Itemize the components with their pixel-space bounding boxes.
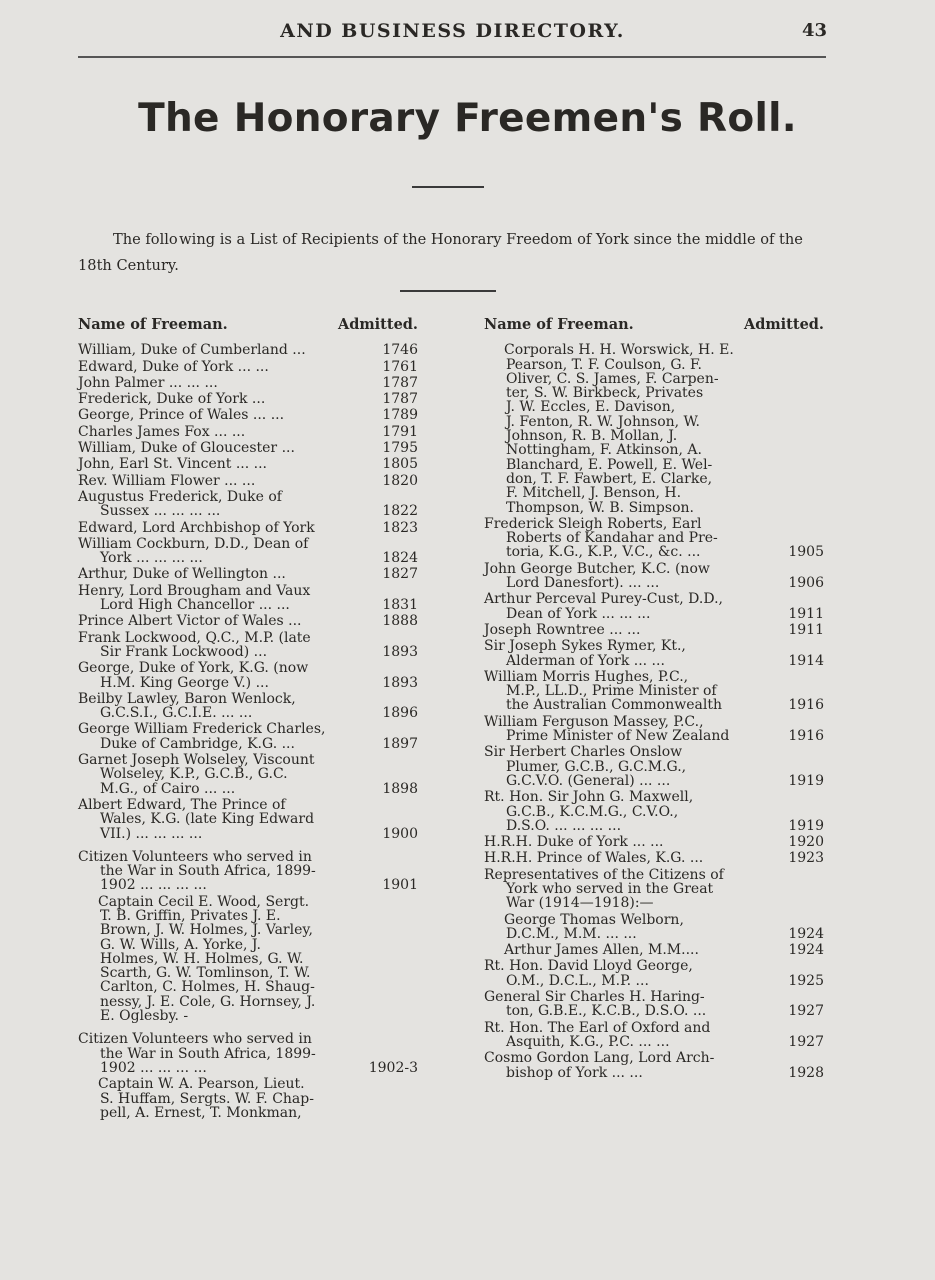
admitted-year: 1919 — [788, 817, 824, 834]
freeman-entry — [78, 895, 418, 1024]
freeman-name — [78, 661, 360, 690]
freeman-entry — [484, 715, 824, 744]
freeman-name-line: H.M. King George V.) ... — [100, 674, 269, 691]
freeman-name-line: Plumer, G.C.B., G.C.M.G., — [506, 758, 687, 775]
right-entries — [484, 343, 824, 1080]
freeman-name-line: Representatives of the Citizens of — [484, 866, 724, 883]
admitted-year: 1927 — [788, 1033, 824, 1050]
freeman-name-line: Sir Joseph Sykes Rymer, Kt., — [484, 638, 686, 655]
page-number: 43 — [801, 20, 827, 41]
freeman-name-line: D.S.O. ... ... ... ... — [506, 817, 622, 834]
freeman-name — [78, 392, 360, 406]
admitted-year: 1795 — [382, 440, 418, 457]
freeman-entry — [484, 835, 824, 849]
freeman-name-line: Corporals H. H. Worswick, H. E. — [504, 342, 734, 359]
freeman-name-line: Roberts of Kandahar and Pre- — [506, 530, 718, 547]
admitted-year: 1824 — [382, 550, 418, 567]
admitted-year: 1911 — [788, 621, 824, 638]
admitted-year: 1925 — [788, 972, 824, 989]
freeman-name-line: William, Duke of Gloucester ... — [78, 440, 295, 457]
freeman-entry — [78, 425, 418, 439]
freeman-name — [78, 614, 360, 628]
freeman-entry — [484, 343, 824, 515]
freeman-name-line: Lord High Chancellor ... ... — [100, 597, 290, 614]
freeman-name-line: the Australian Commonwealth — [506, 697, 722, 714]
freeman-name-line: Asquith, K.G., P.C. ... ... — [506, 1033, 670, 1050]
freeman-entry — [484, 562, 824, 591]
title-rule — [412, 186, 484, 188]
freeman-name — [78, 343, 360, 357]
freeman-name-line: Citizen Volunteers who served in — [78, 848, 312, 865]
freeman-name-line: J. W. Eccles, E. Davison, — [506, 399, 676, 416]
admitted-year: 1893 — [382, 643, 418, 660]
freeman-entry — [78, 474, 418, 488]
freeman-name-line: the War in South Africa, 1899- — [100, 1045, 316, 1062]
admitted-year: 1920 — [788, 834, 824, 851]
freeman-entry — [78, 850, 418, 893]
freeman-name — [78, 798, 360, 841]
freeman-name-line: York ... ... ... ... — [100, 550, 203, 567]
admitted-header: Admitted. — [337, 316, 418, 333]
freeman-name-line: E. Oglesby. - — [100, 1008, 189, 1025]
admitted-year: 1787 — [382, 374, 418, 391]
freeman-entry — [78, 441, 418, 455]
freeman-name-line: D.C.M., M.M. ... ... — [506, 925, 637, 942]
freeman-name-line: Pearson, T. F. Coulson, G. F. — [506, 356, 702, 373]
freeman-name-line: Captain Cecil E. Wood, Sergt. — [98, 893, 310, 910]
freeman-name — [78, 490, 360, 519]
admitted-year: 1927 — [788, 1003, 824, 1020]
freeman-entry — [78, 408, 418, 422]
header-rule — [78, 56, 826, 58]
freeman-name — [78, 425, 360, 439]
freeman-name-line: pell, A. Ernest, T. Monkman, — [100, 1104, 302, 1121]
freeman-name-line: J. Fenton, R. W. Johnson, W. — [506, 413, 700, 430]
freeman-name-line: George, Duke of York, K.G. (now — [78, 660, 309, 677]
freeman-name-line: William Morris Hughes, P.C., — [484, 668, 689, 685]
freeman-entry — [484, 913, 824, 942]
freeman-entry — [484, 1051, 824, 1080]
freeman-name — [484, 715, 766, 744]
freeman-name-line: Duke of Cambridge, K.G. ... — [100, 735, 295, 752]
freeman-name-line: G.C.B., K.C.M.G., C.V.O., — [506, 803, 679, 820]
freeman-entry — [484, 745, 824, 788]
freeman-entry — [78, 584, 418, 613]
freeman-name — [484, 1021, 766, 1050]
freeman-name-line: Edward, Duke of York ... ... — [78, 358, 269, 375]
freeman-name-line: York who served in the Great — [506, 880, 714, 897]
right-column-header — [484, 318, 824, 332]
freeman-entry — [78, 376, 418, 390]
admitted-year: 1831 — [382, 597, 418, 614]
freeman-name — [78, 631, 360, 660]
freeman-name-line: H.R.H. Duke of York ... ... — [484, 834, 664, 851]
freeman-name — [484, 745, 766, 788]
page-title: The Honorary Freemen's Roll. — [138, 96, 797, 141]
freeman-entry — [78, 521, 418, 535]
freeman-entry — [78, 798, 418, 841]
admitted-year: 1900 — [382, 825, 418, 842]
freeman-name-line: Rt. Hon. David Lloyd George, — [484, 958, 693, 975]
freeman-name — [78, 722, 360, 751]
freeman-name — [78, 474, 360, 488]
freeman-name-line: Prime Minister of New Zealand — [506, 728, 730, 745]
freeman-name-line: M.G., of Cairo ... ... — [100, 780, 236, 797]
freeman-name-line: ton, G.B.E., K.C.B., D.S.O. ... — [506, 1003, 707, 1020]
freeman-name-line: Wolseley, K.P., G.C.B., G.C. — [100, 766, 288, 783]
freeman-name-line: Oliver, C. S. James, F. Carpen- — [506, 370, 719, 387]
freeman-name — [484, 592, 766, 621]
freeman-name-line: Joseph Rowntree ... ... — [484, 621, 641, 638]
admitted-year: 1911 — [788, 605, 824, 622]
freeman-entry — [78, 722, 418, 751]
freeman-entry — [484, 639, 824, 668]
freeman-name-line: O.M., D.C.L., M.P. ... — [506, 972, 649, 989]
freeman-name-line: H.R.H. Prince of Wales, K.G. ... — [484, 850, 704, 867]
freeman-name — [484, 670, 766, 713]
intro-paragraph: The follo wing is a List of Recipients of the Honorary Freedom of York since the middle of the 18th Century. — [78, 231, 803, 274]
freeman-name-line: Cosmo Gordon Lang, Lord Arch- — [484, 1050, 715, 1067]
freeman-name — [78, 584, 360, 613]
freeman-name-line: G. W. Wills, A. Yorke, J. — [100, 936, 261, 953]
freeman-name-line: 1902 ... ... ... ... — [100, 877, 207, 894]
admitted-year: 1901 — [382, 877, 418, 894]
freeman-name-line: Albert Edward, The Prince of — [78, 796, 286, 813]
freeman-name-line: Charles James Fox ... ... — [78, 423, 246, 440]
freeman-name-line: toria, K.G., K.P., V.C., &c. ... — [506, 544, 701, 561]
freeman-entry — [78, 392, 418, 406]
admitted-year: 1923 — [788, 850, 824, 867]
freeman-name-line: Sir Frank Lockwood) ... — [100, 643, 268, 660]
admitted-year: 1906 — [788, 575, 824, 592]
freeman-name — [484, 913, 766, 942]
admitted-year: 1893 — [382, 674, 418, 691]
freeman-name — [78, 895, 360, 1024]
freeman-name-line: War (1914—1918):— — [506, 895, 654, 912]
intro-rule — [400, 290, 496, 292]
admitted-year: 1789 — [382, 407, 418, 424]
freeman-entry — [78, 457, 418, 471]
freeman-name-line: VII.) ... ... ... ... — [100, 825, 203, 842]
admitted-year: 1827 — [382, 566, 418, 583]
freeman-name-line: Thompson, W. B. Simpson. — [506, 499, 694, 516]
freeman-name — [78, 1077, 360, 1120]
freeman-name-line: Frederick, Duke of York ... — [78, 391, 266, 408]
freeman-name-line: Citizen Volunteers who served in — [78, 1031, 312, 1048]
freeman-entry — [78, 661, 418, 690]
freeman-name-line: Dean of York ... ... ... — [506, 605, 651, 622]
freeman-name-line: George, Prince of Wales ... ... — [78, 407, 285, 424]
freeman-name-line: don, T. F. Fawbert, E. Clarke, — [506, 470, 713, 487]
freeman-name-line: Blanchard, E. Powell, E. Wel- — [506, 456, 713, 473]
freeman-entry — [78, 1077, 418, 1120]
freeman-name-line: Arthur James Allen, M.M.... — [504, 942, 699, 959]
admitted-year: 1902-3 — [368, 1059, 418, 1076]
freeman-name-line: S. Huffam, Sergts. W. F. Chap- — [100, 1090, 314, 1107]
admitted-year: 1905 — [788, 544, 824, 561]
freeman-entry — [78, 537, 418, 566]
freeman-entry — [484, 851, 824, 865]
freeman-name — [484, 868, 766, 911]
left-column-header — [78, 318, 418, 332]
freeman-entry — [484, 592, 824, 621]
freeman-entry — [78, 1032, 418, 1075]
freeman-entry — [484, 868, 824, 911]
freeman-name-line: Garnet Joseph Wolseley, Viscount — [78, 752, 315, 769]
admitted-year: 1820 — [382, 472, 418, 489]
freeman-entry — [484, 670, 824, 713]
freeman-name — [78, 408, 360, 422]
freeman-name-line: John George Butcher, K.C. (now — [484, 560, 710, 577]
admitted-year: 1898 — [382, 780, 418, 797]
freeman-name-line: George William Frederick Charles, — [78, 721, 326, 738]
freeman-name-line: nessy, J. E. Cole, G. Hornsey, J. — [100, 993, 316, 1010]
freeman-name-line: Augustus Frederick, Duke of — [78, 488, 282, 505]
freeman-name — [484, 1051, 766, 1080]
freeman-entry — [78, 753, 418, 796]
freeman-name-line: 1902 ... ... ... ... — [100, 1059, 207, 1076]
freeman-entry — [484, 790, 824, 833]
admitted-year: 1805 — [382, 456, 418, 473]
right-column — [484, 318, 824, 1082]
admitted-year: 1791 — [382, 423, 418, 440]
freeman-entry — [484, 517, 824, 560]
freeman-name-line: William, Duke of Cumberland ... — [78, 342, 306, 359]
freeman-entry — [484, 1021, 824, 1050]
freeman-name — [484, 943, 766, 957]
freeman-name — [78, 521, 360, 535]
freeman-entry — [484, 943, 824, 957]
admitted-year: 1822 — [382, 503, 418, 520]
freeman-name-line: Frederick Sleigh Roberts, Earl — [484, 515, 702, 532]
freeman-name-line: Prince Albert Victor of Wales ... — [78, 613, 302, 630]
admitted-year: 1896 — [382, 705, 418, 722]
freeman-name — [78, 850, 360, 893]
freeman-name-line: George Thomas Welborn, — [504, 911, 684, 928]
name-header: Name of Freeman. — [78, 316, 228, 333]
freeman-name-line: Beilby Lawley, Baron Wenlock, — [78, 690, 296, 707]
freeman-name-line: Arthur Perceval Purey-Cust, D.D., — [484, 591, 723, 608]
freeman-name-line: Wales, K.G. (late King Edward — [100, 811, 315, 828]
freeman-name-line: Edward, Lord Archbishop of York — [78, 519, 315, 536]
name-header: Name of Freeman. — [484, 316, 634, 333]
left-column — [78, 318, 418, 1122]
freeman-name-line: Alderman of York ... ... — [506, 652, 665, 669]
freeman-name — [484, 835, 766, 849]
freeman-name-line: G.C.V.O. (General) ... ... — [506, 772, 671, 789]
admitted-year: 1746 — [382, 342, 418, 359]
admitted-year: 1787 — [382, 391, 418, 408]
freeman-name-line: John Palmer ... ... ... — [78, 374, 218, 391]
freeman-entry — [78, 360, 418, 374]
freeman-entry — [78, 631, 418, 660]
freeman-name-line: Rt. Hon. The Earl of Oxford and — [484, 1019, 711, 1036]
freeman-name — [78, 376, 360, 390]
freeman-name-line: the War in South Africa, 1899- — [100, 863, 316, 880]
freeman-name-line: Brown, J. W. Holmes, J. Varley, — [100, 922, 313, 939]
freeman-name — [484, 343, 766, 515]
freeman-name-line: Lord Danesfort). ... ... — [506, 575, 660, 592]
admitted-year: 1916 — [788, 728, 824, 745]
freeman-name — [484, 562, 766, 591]
freeman-entry — [78, 692, 418, 721]
freeman-entry — [78, 614, 418, 628]
freeman-name — [78, 537, 360, 566]
admitted-year: 1916 — [788, 697, 824, 714]
freeman-name — [78, 692, 360, 721]
freeman-name — [484, 639, 766, 668]
freeman-name-line: Nottingham, F. Atkinson, A. — [506, 442, 702, 459]
freeman-name — [484, 623, 766, 637]
admitted-year: 1888 — [382, 613, 418, 630]
freeman-entry — [484, 623, 824, 637]
freeman-name — [484, 517, 766, 560]
freeman-name — [78, 567, 360, 581]
freeman-name-line: F. Mitchell, J. Benson, H. — [506, 485, 682, 502]
left-entries — [78, 343, 418, 1120]
freeman-name-line: General Sir Charles H. Haring- — [484, 989, 705, 1006]
admitted-year: 1924 — [788, 925, 824, 942]
freeman-name-line: Rev. William Flower ... ... — [78, 472, 256, 489]
freeman-name-line: Arthur, Duke of Wellington ... — [78, 566, 286, 583]
freeman-entry — [484, 990, 824, 1019]
freeman-name-line: Sir Herbert Charles Onslow — [484, 744, 683, 761]
freeman-name-line: bishop of York ... ... — [506, 1064, 643, 1081]
admitted-year: 1761 — [382, 358, 418, 375]
freeman-entry — [484, 959, 824, 988]
freeman-entry — [78, 490, 418, 519]
freeman-name-line: M.P., LL.D., Prime Minister of — [506, 683, 717, 700]
freeman-name — [78, 441, 360, 455]
admitted-year: 1823 — [382, 519, 418, 536]
freeman-name-line: William Cockburn, D.D., Dean of — [78, 535, 309, 552]
freeman-name-line: John, Earl St. Vincent ... ... — [78, 456, 268, 473]
freeman-name-line: ter, S. W. Birkbeck, Privates — [506, 385, 704, 402]
freeman-name-line: Frank Lockwood, Q.C., M.P. (late — [78, 629, 311, 646]
freeman-name-line: William Ferguson Massey, P.C., — [484, 713, 704, 730]
freeman-name-line: G.C.S.I., G.C.I.E. ... ... — [100, 705, 253, 722]
freeman-name — [78, 753, 360, 796]
admitted-year: 1924 — [788, 942, 824, 959]
freeman-name-line: T. B. Griffin, Privates J. E. — [100, 907, 281, 924]
admitted-year: 1919 — [788, 772, 824, 789]
freeman-name-line: Carlton, C. Holmes, H. Shaug- — [100, 979, 315, 996]
freeman-name-line: Scarth, G. W. Tomlinson, T. W. — [100, 965, 311, 982]
freeman-name-line: Henry, Lord Brougham and Vaux — [78, 582, 311, 599]
freeman-name — [484, 851, 766, 865]
admitted-year: 1928 — [788, 1064, 824, 1081]
running-head: AND BUSINESS DIRECTORY. — [280, 20, 625, 42]
freeman-name — [78, 360, 360, 374]
freeman-entry — [78, 567, 418, 581]
freeman-name-line: Sussex ... ... ... ... — [100, 503, 221, 520]
freeman-name — [484, 959, 766, 988]
admitted-year: 1897 — [382, 735, 418, 752]
freeman-name-line: Johnson, R. B. Mollan, J. — [506, 428, 678, 445]
freeman-name — [78, 1032, 352, 1075]
freeman-name-line: Captain W. A. Pearson, Lieut. — [98, 1076, 305, 1093]
admitted-header: Admitted. — [743, 316, 824, 333]
freeman-name — [78, 457, 360, 471]
freeman-entry — [78, 343, 418, 357]
freeman-name — [484, 790, 766, 833]
admitted-year: 1914 — [788, 652, 824, 669]
freeman-name — [484, 990, 766, 1019]
freeman-name-line: Holmes, W. H. Holmes, G. W. — [100, 950, 304, 967]
freeman-name-line: Rt. Hon. Sir John G. Maxwell, — [484, 789, 694, 806]
